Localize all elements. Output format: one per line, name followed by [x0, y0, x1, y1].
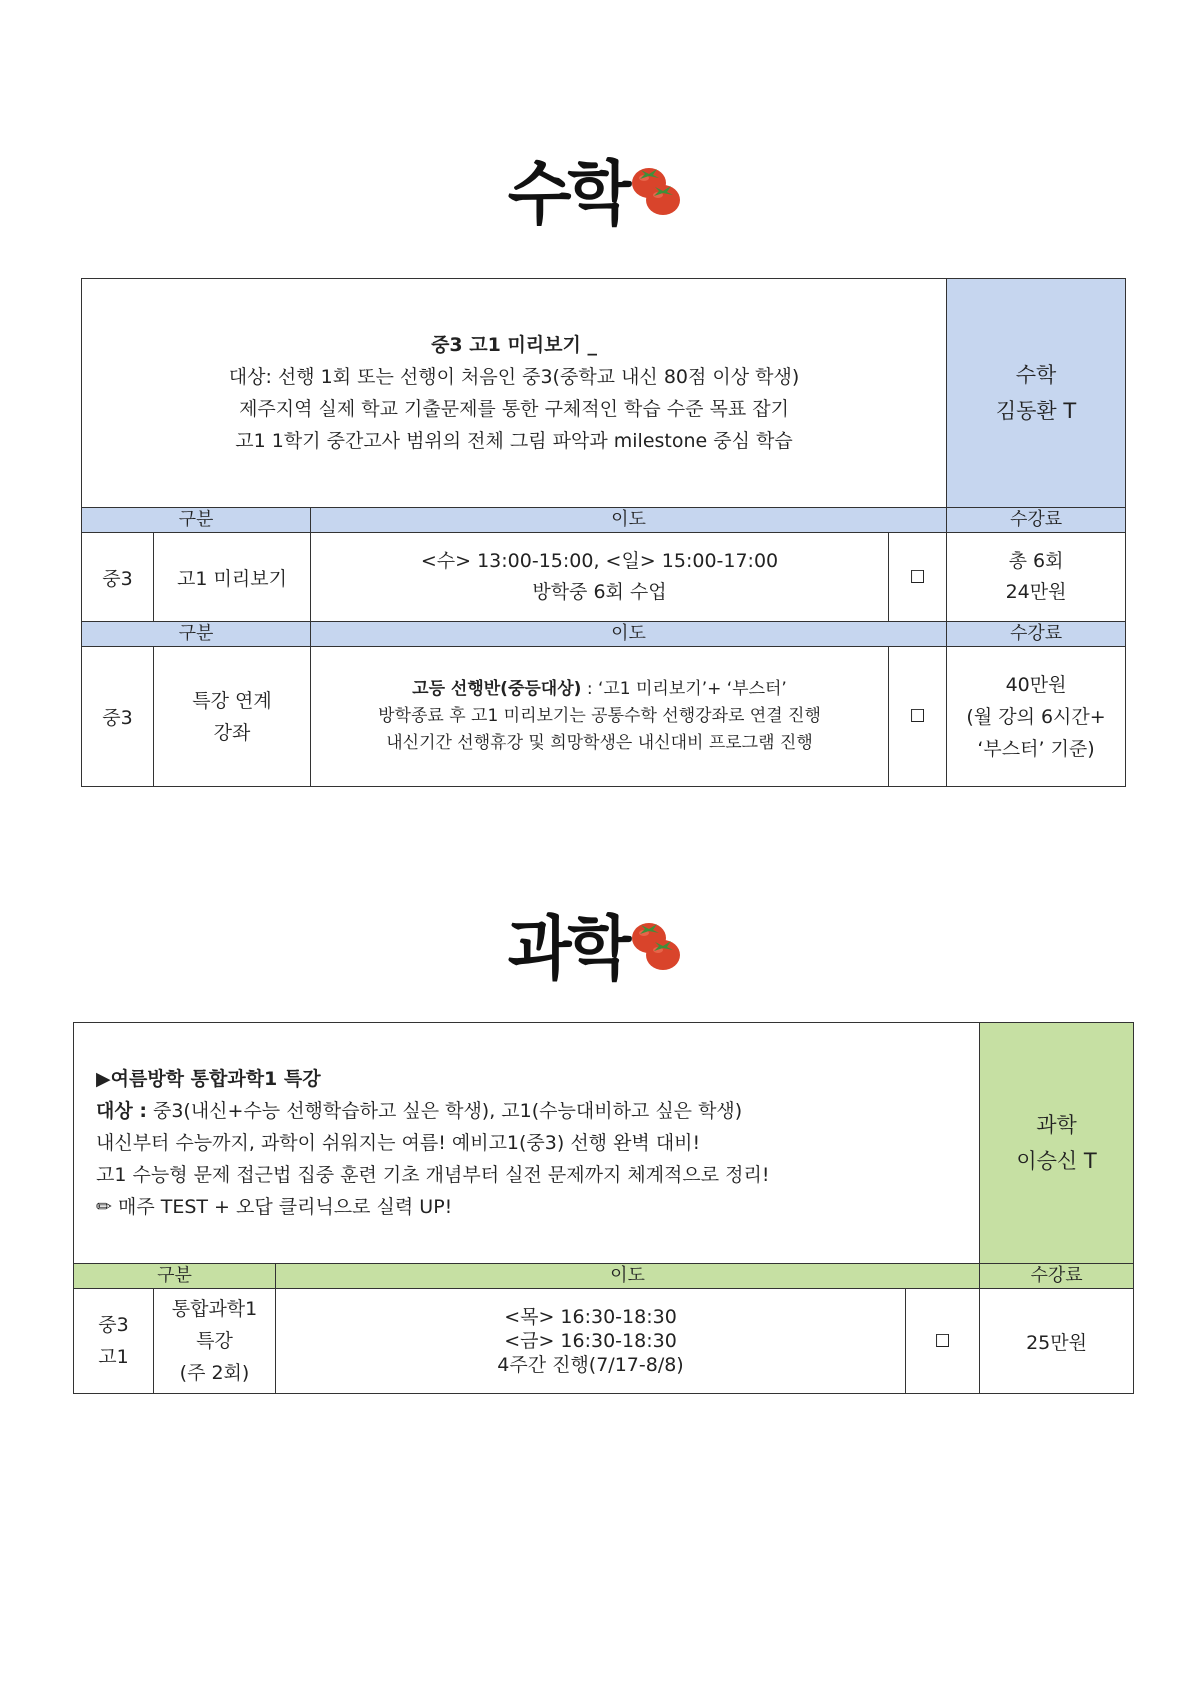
grade-cell: 중3 — [82, 533, 154, 622]
math-header-row — [82, 622, 1126, 647]
science-heading-text: 과학 — [507, 908, 628, 990]
schedule-line: <목> 16:30-18:30 — [504, 1306, 677, 1328]
enroll-checkbox[interactable]: ☐ — [906, 1289, 980, 1394]
science-intro-title: ▶여름방학 통합과학1 특강 — [96, 1068, 321, 1090]
math-intro-line: 대상: 선행 1회 또는 선행이 처음인 중3(중학교 내신 80점 이상 학생) — [228, 366, 800, 388]
fee-line: 24만원 — [1005, 581, 1067, 603]
description-line: 방학종료 후 고1 미리보기는 공통수학 선행강좌로 연결 진행 — [378, 706, 821, 726]
schedule-cell — [311, 533, 889, 622]
math-course-row — [82, 533, 1126, 622]
math-intro-line: 고1 1학기 중간고사 범위의 전체 그림 파악과 milestone 중심 학습 — [235, 430, 793, 452]
math-intro-line: 제주지역 실제 학교 기출문제를 통한 구체적인 학습 수준 목표 잡기 — [239, 398, 789, 420]
science-teacher-name: 이승신 T — [1016, 1149, 1097, 1173]
fee-line: 총 6회 — [1008, 550, 1064, 572]
course-name: 고1 미리보기 — [154, 533, 311, 622]
math-table — [81, 278, 1126, 787]
fee-line: (월 강의 6시간+ — [966, 705, 1106, 728]
header-branch: 이도 — [311, 622, 947, 647]
math-subject-label: 수학 — [1015, 363, 1057, 387]
header-fee: 수강료 — [947, 622, 1126, 647]
science-table — [73, 1022, 1134, 1394]
course-name — [154, 647, 311, 787]
course-line: 강좌 — [213, 721, 251, 744]
math-header-row — [82, 508, 1126, 533]
header-category: 구분 — [74, 1264, 276, 1289]
science-intro-line: 내신부터 수능까지, 과학이 쉬워지는 여름! 예비고1(중3) 선행 완벽 대비! — [96, 1132, 701, 1154]
header-branch: 이도 — [276, 1264, 980, 1289]
schedule-line: 방학중 6회 수업 — [532, 581, 667, 603]
course-name — [154, 1289, 276, 1394]
description-text: : ‘고1 미리보기’+ ‘부스터’ — [581, 679, 787, 699]
science-intro — [74, 1023, 980, 1264]
enroll-checkbox[interactable]: ☐ — [889, 533, 947, 622]
schedule-line: <금> 16:30-18:30 — [504, 1330, 677, 1352]
course-line: 통합과학1 — [171, 1298, 258, 1320]
tomato-icon — [629, 155, 683, 221]
fee-line: ‘부스터’ 기준) — [977, 737, 1095, 760]
science-subject-label: 과학 — [1036, 1113, 1077, 1137]
math-teacher-cell — [947, 279, 1126, 508]
schedule-line: 4주간 진행(7/17-8/8) — [497, 1354, 684, 1376]
math-course-row — [82, 647, 1126, 787]
science-course-row — [74, 1289, 1134, 1394]
description-cell — [311, 647, 889, 787]
math-heading-text: 수학 — [507, 153, 628, 235]
math-intro — [82, 279, 947, 508]
schedule-cell — [276, 1289, 906, 1394]
enroll-checkbox[interactable]: ☐ — [889, 647, 947, 787]
schedule-line: <수> 13:00-15:00, <일> 15:00-17:00 — [420, 550, 779, 572]
header-branch: 이도 — [311, 508, 947, 533]
target-label: 대상 : — [96, 1100, 147, 1122]
math-teacher-name: 김동환 T — [995, 399, 1077, 423]
fee-cell — [947, 533, 1126, 622]
fee-cell — [947, 647, 1126, 787]
science-header-row — [74, 1264, 1134, 1289]
header-category: 구분 — [82, 508, 311, 533]
course-line: 특강 연계 — [192, 689, 272, 712]
science-intro-line: 고1 수능형 문제 접근법 집중 훈련 기초 개념부터 실전 문제까지 체계적으로 정리! — [96, 1164, 770, 1186]
course-line: (주 2회) — [179, 1362, 250, 1384]
math-heading — [0, 140, 1191, 235]
fee-line: 40만원 — [1005, 673, 1067, 696]
course-line: 특강 — [196, 1330, 233, 1352]
header-fee: 수강료 — [947, 508, 1126, 533]
math-intro-title: 중3 고1 미리보기 _ — [431, 334, 597, 356]
description-line: 내신기간 선행휴강 및 희망학생은 내신대비 프로그램 진행 — [386, 733, 813, 753]
science-intro-line: ✏ 매주 TEST + 오답 클리닉으로 실력 UP! — [96, 1196, 453, 1218]
science-teacher-cell — [980, 1023, 1134, 1264]
grade-cell: 중3 — [82, 647, 154, 787]
target-text: 중3(내신+수능 선행학습하고 싶은 학생), 고1(수능대비하고 싶은 학생) — [146, 1100, 743, 1122]
science-heading — [0, 895, 1191, 990]
description-bold: 고등 선행반(중등대상) — [412, 679, 582, 699]
grade-line: 고1 — [98, 1346, 129, 1368]
fee-cell: 25만원 — [980, 1289, 1134, 1394]
tomato-icon — [629, 910, 683, 976]
header-fee: 수강료 — [980, 1264, 1134, 1289]
grade-line: 중3 — [98, 1314, 129, 1336]
header-category: 구분 — [82, 622, 311, 647]
grade-cell — [74, 1289, 154, 1394]
